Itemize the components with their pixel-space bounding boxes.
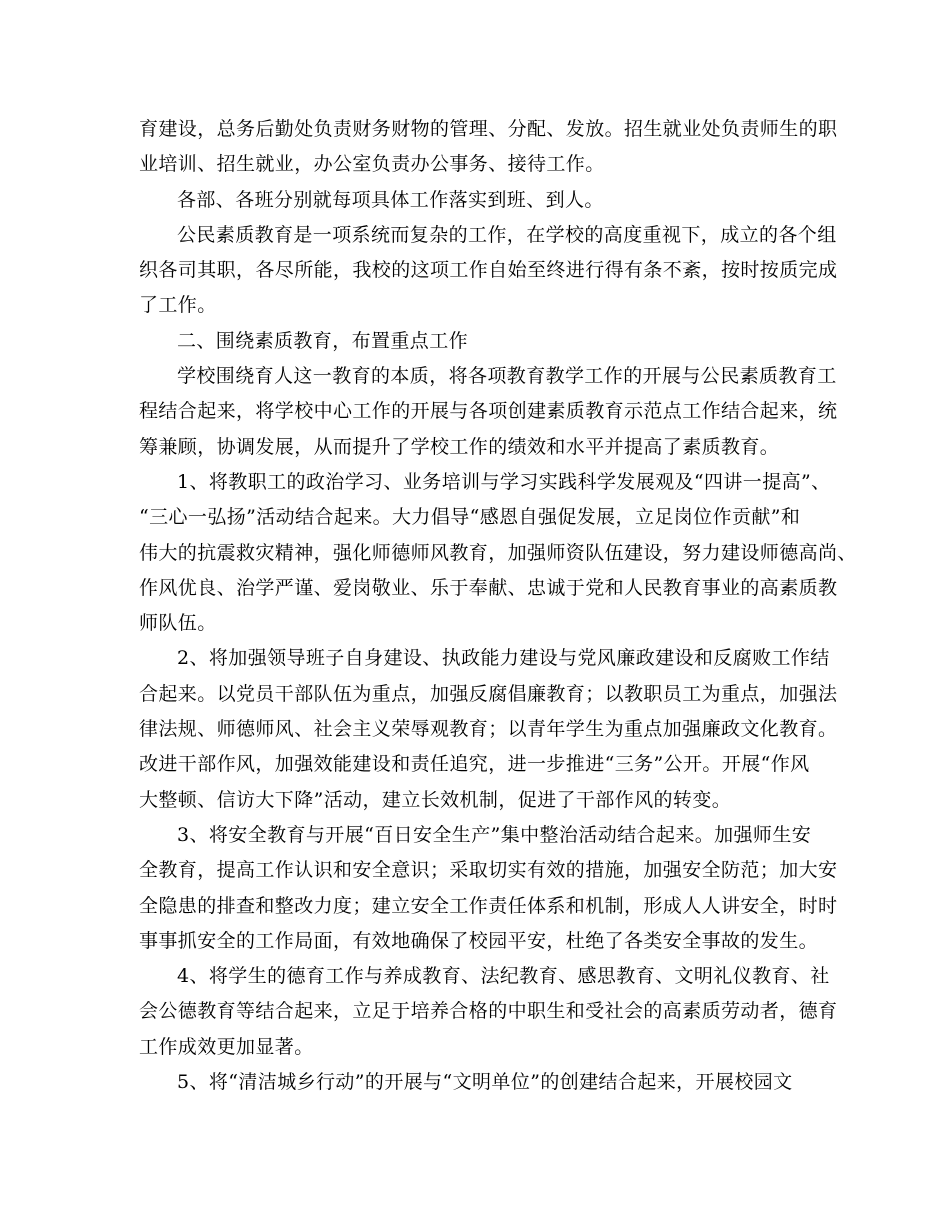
text-line: 3、将安全教育与开展“百日安全生产”集中整治活动结合起来。加强师生安 [177, 823, 812, 846]
text-line: 程结合起来，将学校中心工作的开展与各项创建素质教育示范点工作结合起来，统 [139, 400, 838, 423]
text-line: 全教育，提高工作认识和安全意识；采取切实有效的措施，加强安全防范；加大安 [139, 859, 838, 882]
text-line: 全隐患的排查和整改力度；建立安全工作责任体系和机制，形成人人讲安全，时时 [139, 894, 838, 917]
paragraph [139, 218, 838, 324]
text-line: 学校围绕育人这一教育的本质，将各项教育教学工作的开展与公民素质教育工 [177, 365, 837, 388]
paragraph [139, 1065, 821, 1100]
text-line: 事事抓安全的工作局面，有效地确保了校园平安，杜绝了各类安全事故的发生。 [139, 929, 819, 952]
text-line: 1、将教职工的政治学习、业务培训与学习实践科学发展观及“四讲一提高”、 [177, 470, 831, 493]
text-line: 育建设，总务后勤处负责财务财物的管理、分配、发放。招生就业处负责师生的职 [139, 118, 838, 140]
text-line: 师队伍。 [139, 612, 217, 635]
text-line: 会公德教育等结合起来，立足于培养合格的中职生和受社会的高素质劳动者，德育 [139, 1000, 838, 1023]
text-line: 合起来。以党员干部队伍为重点，加强反腐倡廉教育；以教职员工为重点，加强法 [139, 682, 838, 705]
document-body [139, 112, 857, 1100]
text-line: 工作成效更加显著。 [139, 1035, 314, 1058]
paragraph [139, 818, 838, 959]
text-line: 了工作。 [139, 294, 217, 317]
text-line: 4、将学生的德育工作与养成教育、法纪教育、感思教育、文明礼仪教育、社 [177, 965, 830, 988]
paragraph [139, 112, 838, 183]
text-line: 织各司其职，各尽所能，我校的这项工作自始至终进行得有条不紊，按时按质完成 [139, 259, 838, 282]
text-line: “三心一弘扬”活动结合起来。大力倡导“感恩自强促发展，立足岗位作贡献”和 [139, 506, 801, 529]
text-line: 业培训、招生就业，办公室负责办公事务、接待工作。 [139, 153, 605, 176]
text-line: 律法规、师德师风、社会主义荣辱观教育；以青年学生为重点加强廉政文化教育。 [139, 718, 838, 741]
text-line: 二、围绕素质教育，布置重点工作 [177, 329, 469, 352]
paragraph [139, 641, 838, 817]
text-line: 各部、各班分别就每项具体工作落实到班、到人。 [177, 188, 604, 211]
text-line: 筹兼顾，协调发展，从而提升了学校工作的绩效和水平并提高了素质教育。 [139, 435, 780, 458]
text-line: 改进干部作风，加强效能建设和责任追究，进一步推进“三务”公开。开展“作风 [139, 753, 810, 776]
paragraph [139, 324, 821, 359]
text-line: 5、将“清洁城乡行动”的开展与“文明单位”的创建结合起来，开展校园文 [177, 1071, 793, 1094]
text-line: 作风优良、治学严谨、爱岗敬业、乐于奉献、忠诚于党和人民教育事业的高素质教 [139, 576, 838, 599]
text-line: 伟大的抗震救灾精神，强化师德师风教育，加强师资队伍建设，努力建设师德高尚、 [139, 541, 857, 564]
text-line: 公民素质教育是一项系统而复杂的工作，在学校的高度重视下，成立的各个组 [177, 223, 837, 246]
paragraph [139, 183, 821, 218]
text-line: 2、将加强领导班子自身建设、执政能力建设与党风廉政建设和反腐败工作结 [177, 647, 830, 670]
paragraph [139, 359, 838, 465]
paragraph [139, 465, 857, 641]
paragraph [139, 959, 838, 1065]
text-line: 大整顿、信访大下降”活动，建立长效机制，促进了干部作风的转变。 [139, 788, 732, 811]
